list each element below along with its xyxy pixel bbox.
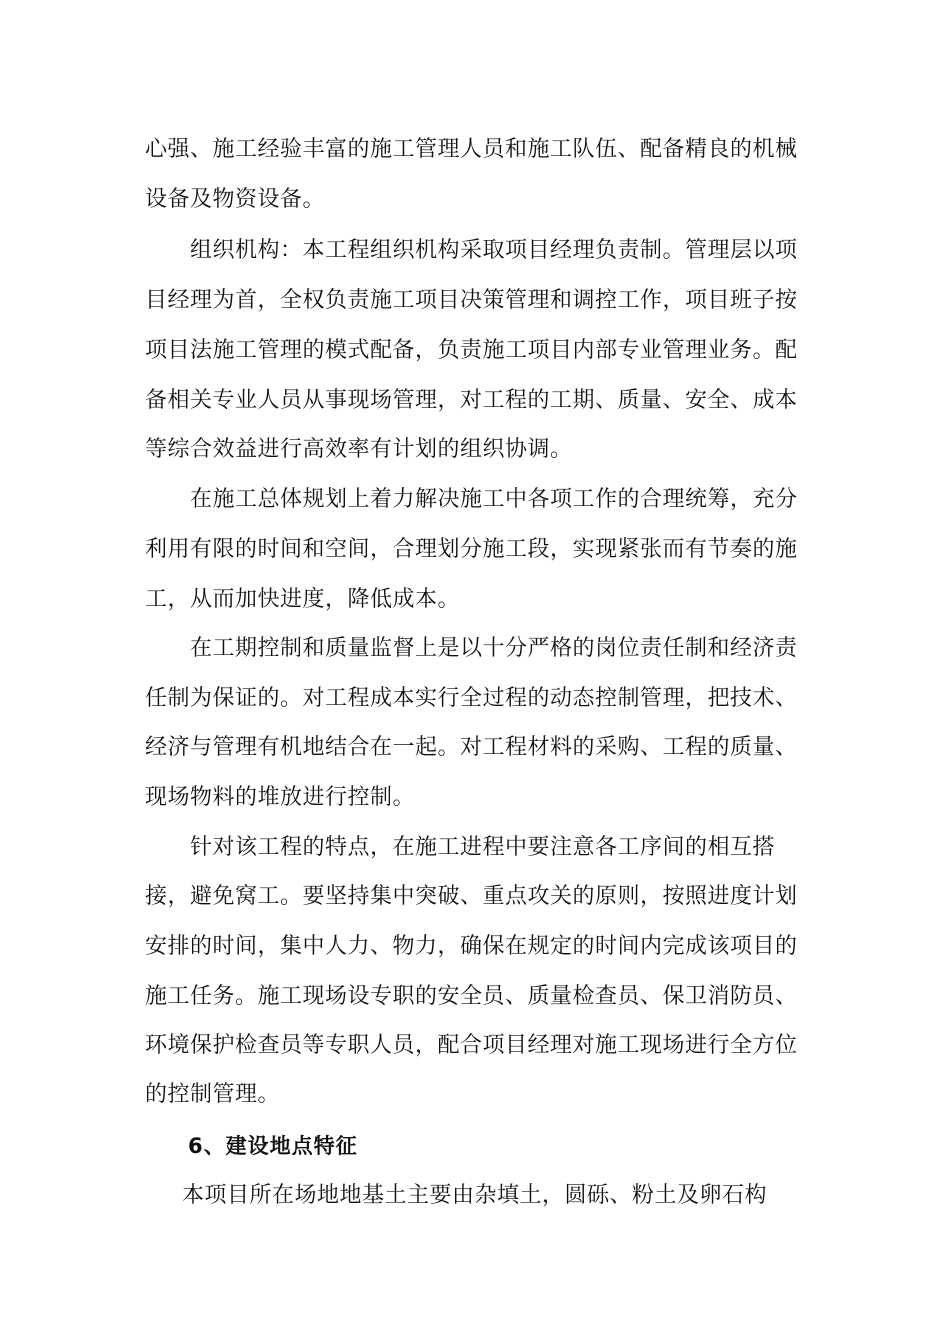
paragraph-line: 项目法施工管理的模式配备，负责施工项目内部专业管理业务。配 — [145, 338, 798, 363]
paragraph-line: 设备及物资设备。 — [145, 187, 326, 212]
paragraph-line: 任制为保证的。对工程成本实行全过程的动态控制管理，把技术、 — [145, 686, 798, 711]
paragraph-line: 针对该工程的特点，在施工进程中要注意各工序间的相互搭 — [190, 835, 776, 860]
paragraph-line: 经济与管理有机地结合在一起。对工程材料的采购、工程的质量、 — [145, 735, 798, 760]
paragraph-line: 心强、施工经验丰富的施工管理人员和施工队伍、配备精良的机械 — [145, 137, 798, 162]
paragraph-line: 等综合效益进行高效率有计划的组织协调。 — [145, 437, 573, 462]
paragraph-line: 目经理为首，全权负责施工项目决策管理和调控工作，项目班子按 — [145, 288, 798, 313]
section-heading: 6、建设地点特征 — [188, 1134, 358, 1158]
paragraph-line: 施工任务。施工现场设专职的安全员、质量检查员、保卫消防员、 — [145, 984, 798, 1009]
paragraph-line: 组织机构：本工程组织机构采取项目经理负责制。管理层以项 — [190, 238, 798, 263]
paragraph-line: 在工期控制和质量监督上是以十分严格的岗位责任制和经济责 — [190, 636, 798, 661]
paragraph-line: 工，从而加快进度，降低成本。 — [145, 587, 461, 612]
paragraph-line: 备相关专业人员从事现场管理，对工程的工期、质量、安全、成本 — [145, 388, 798, 413]
paragraph-line: 接，避免窝工。要坚持集中突破、重点攻关的原则，按照进度计划 — [145, 884, 798, 909]
paragraph-line: 的控制管理。 — [145, 1082, 281, 1107]
paragraph-line: 现场物料的堆放进行控制。 — [145, 785, 416, 810]
paragraph-line: 在施工总体规划上着力解决施工中各项工作的合理统筹，充分 — [190, 487, 798, 512]
paragraph-line: 本项目所在场地地基土主要由杂填土，圆砾、粉土及卵石构 — [182, 1183, 768, 1208]
paragraph-line: 安排的时间，集中人力、物力，确保在规定的时间内完成该项目的 — [145, 934, 798, 959]
paragraph-line: 利用有限的时间和空间，合理划分施工段，实现紧张而有节奏的施 — [145, 537, 798, 562]
paragraph-line: 环境保护检查员等专职人员，配合项目经理对施工现场进行全方位 — [145, 1033, 798, 1058]
